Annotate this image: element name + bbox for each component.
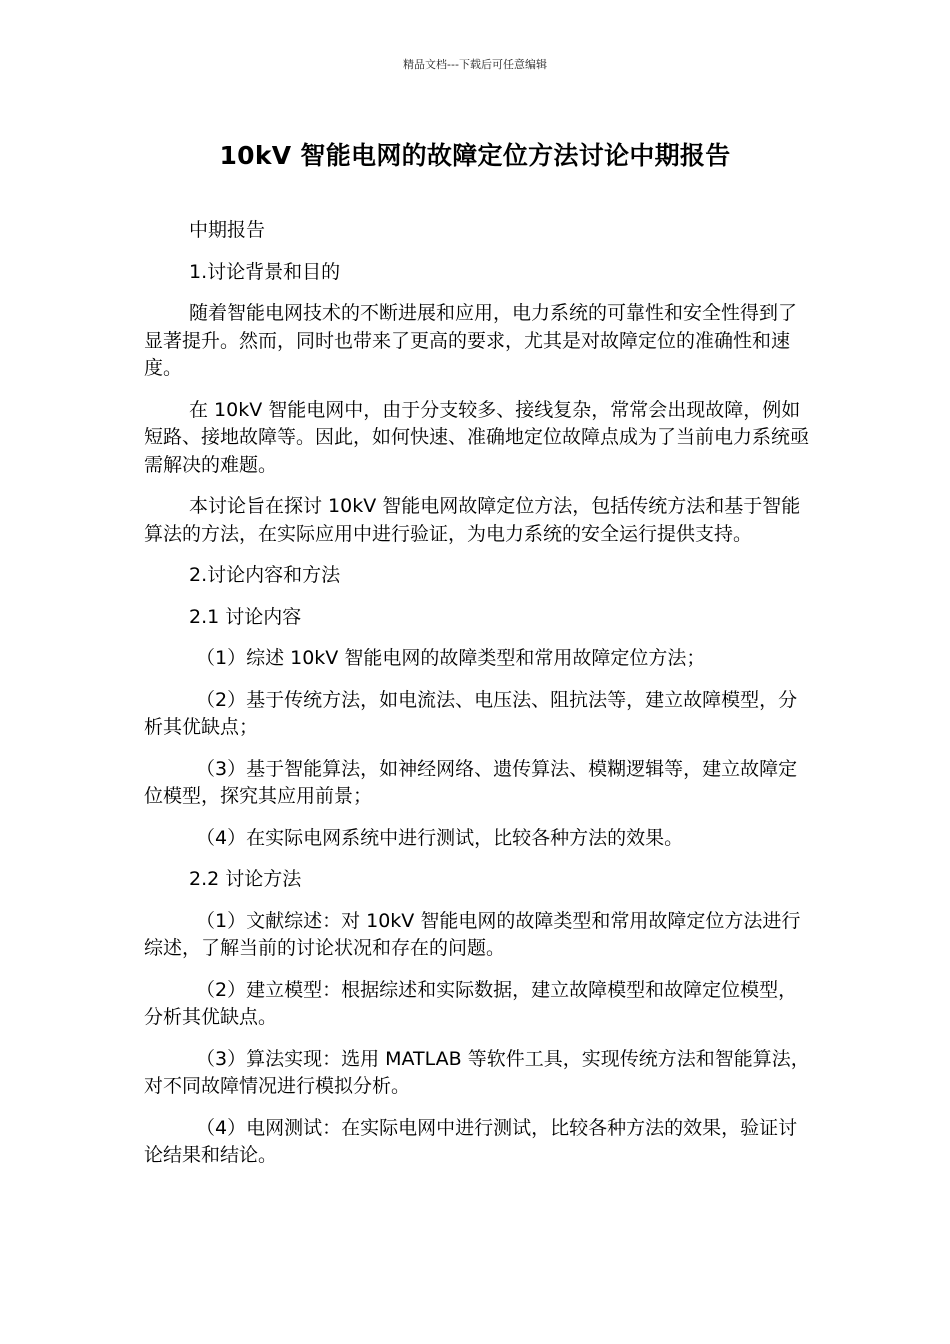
body-paragraph: 本讨论旨在探讨 10kV 智能电网故障定位方法，包括传统方法和基于智能算法的方法，在实际应用中进行验证，为电力系统的安全运行提供支持。 [144, 495, 801, 545]
document-title: 10kV 智能电网的故障定位方法讨论中期报告 [219, 141, 731, 170]
content-list-item: （1）综述 10kV 智能电网的故障类型和常用故障定位方法； [196, 647, 706, 669]
method-list-item: （3）算法实现：选用 MATLAB 等软件工具，实现传统方法和智能算法，对不同故障情况进行模拟分析。 [144, 1047, 810, 1097]
subsection-heading-methods: 2.2 讨论方法 [189, 868, 302, 890]
method-list-item: （1）文献综述：对 10kV 智能电网的故障类型和常用故障定位方法进行综述，了解当前的讨论状况和存在的问题。 [144, 909, 801, 959]
subsection-heading-content: 2.1 讨论内容 [189, 605, 302, 628]
section-label-interim-report: 中期报告 [189, 219, 266, 241]
content-list-item: （3）基于智能算法，如神经网络、遗传算法、模糊逻辑等，建立故障定位模型，探究其应用前景； [144, 757, 798, 807]
method-list-item: （2）建立模型：根据综述和实际数据，建立故障模型和故障定位模型，分析其优缺点。 [144, 978, 798, 1028]
page-header-watermark: 精品文档---下载后可任意编辑 [403, 58, 547, 71]
method-list-item: （4）电网测试：在实际电网中进行测试，比较各种方法的效果，验证讨论结果和结论。 [144, 1116, 798, 1166]
body-paragraph: 在 10kV 智能电网中，由于分支较多、接线复杂，常常会出现故障，例如短路、接地故障等。因此，如何快速、准确地定位故障点成为了当前电力系统亟需解决的难题。 [144, 398, 810, 476]
section-heading-content-methods: 2.讨论内容和方法 [189, 564, 341, 586]
document-body [144, 217, 814, 1184]
content-list-item: （2）基于传统方法，如电流法、电压法、阻抗法等，建立故障模型，分析其优缺点； [144, 688, 798, 738]
body-paragraph: 随着智能电网技术的不断进展和应用，电力系统的可靠性和安全性得到了显著提升。然而，同时也带来了更高的要求，尤其是对故障定位的准确性和速度。 [144, 302, 798, 379]
section-heading-background: 1.讨论背景和目的 [189, 260, 341, 283]
content-list-item: （4）在实际电网系统中进行测试，比较各种方法的效果。 [196, 826, 684, 849]
